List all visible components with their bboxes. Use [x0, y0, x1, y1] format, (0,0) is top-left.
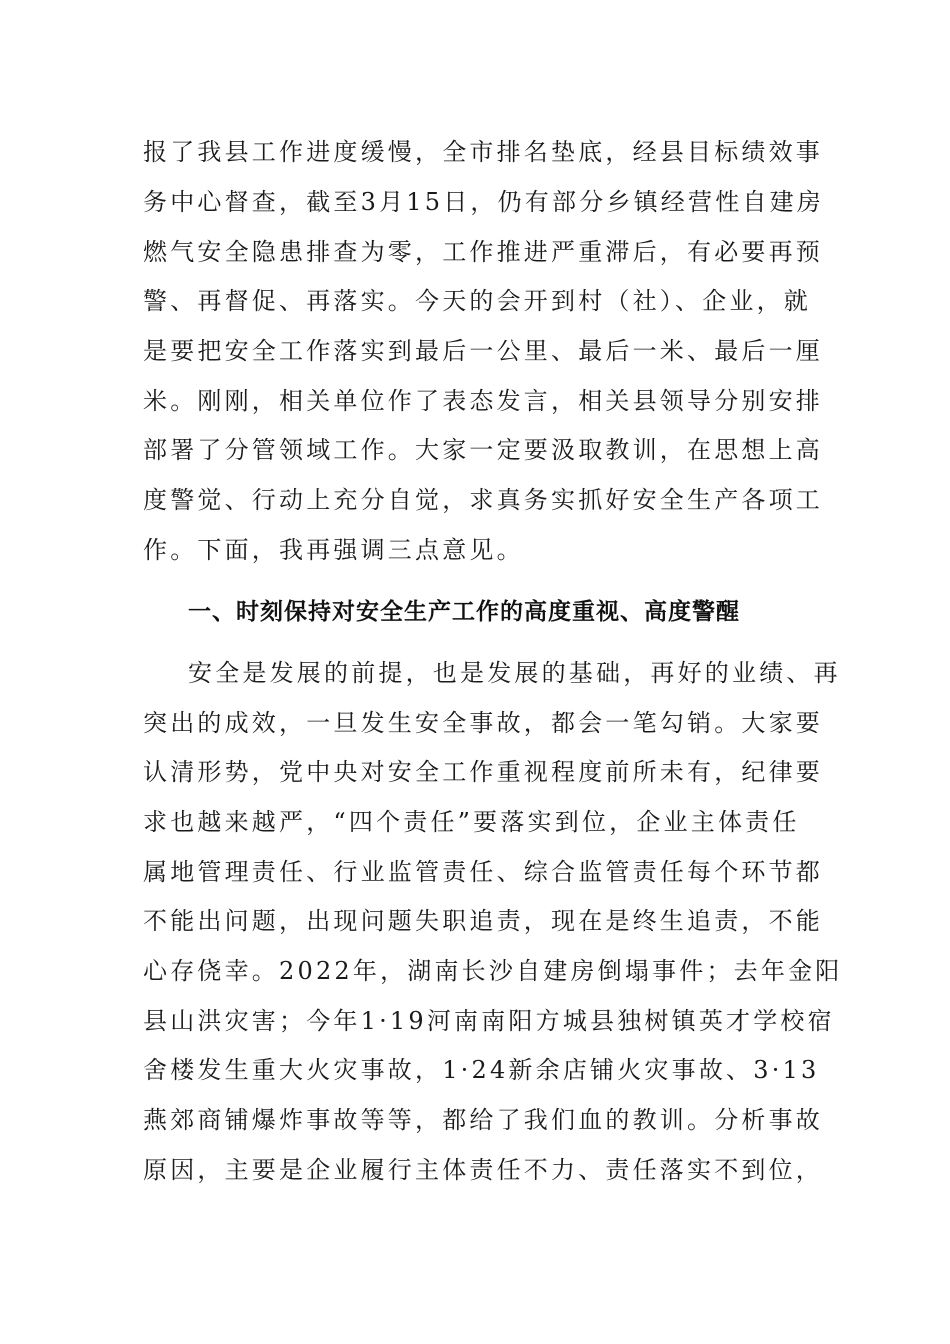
paragraph-1-line-2: 务中心督查，截至3月15日，仍有部分乡镇经营性自建房: [143, 188, 825, 216]
paragraph-1-line-5: 是要把安全工作落实到最后一公里、最后一米、最后一厘: [143, 337, 823, 365]
paragraph-1-line-6: 米。刚刚，相关单位作了表态发言，相关县领导分别安排: [143, 387, 823, 415]
paragraph-1-line-7: 部署了分管领域工作。大家一定要汲取教训，在思想上高: [143, 436, 823, 464]
paragraph-1-line-9: 作。下面，我再强调三点意见。: [143, 536, 524, 564]
paragraph-2-line-2: 突出的成效，一旦发生安全事故，都会一笔勾销。大家要: [143, 709, 823, 737]
paragraph-2-line-3: 认清形势，党中央对安全工作重视程度前所未有，纪律要: [143, 758, 823, 786]
paragraph-2-line-4: 求也越来越严，“四个责任”要落实到位，企业主体责任: [143, 808, 800, 836]
paragraph-2-line-9: 舍楼发生重大火灾事故，1·24新余店铺火灾事故、3·13: [143, 1056, 820, 1084]
paragraph-2-line-7: 心存侥幸。2022年，湖南长沙自建房倒塌事件；去年金阳: [143, 957, 843, 985]
paragraph-2-line-10: 燕郊商铺爆炸事故等等，都给了我们血的教训。分析事故: [143, 1106, 823, 1134]
paragraph-1-line-1: 报了我县工作进度缓慢，全市排名垫底，经县目标绩效事: [143, 138, 823, 166]
paragraph-2-line-8: 县山洪灾害；今年1·19河南南阳方城县独树镇英才学校宿: [143, 1007, 835, 1035]
paragraph-2-line-1: 安全是发展的前提，也是发展的基础，再好的业绩、再: [188, 659, 841, 687]
paragraph-2-line-5: 属地管理责任、行业监管责任、综合监管责任每个环节都: [143, 858, 823, 886]
paragraph-2-line-6: 不能出问题，出现问题失职追责，现在是终生追责，不能: [143, 907, 823, 935]
paragraph-1-line-8: 度警觉、行动上充分自觉，求真务实抓好安全生产各项工: [143, 486, 823, 514]
paragraph-1-line-3: 燃气安全隐患排查为零，工作推进严重滞后，有必要再预: [143, 238, 823, 266]
paragraph-1-line-4: 警、再督促、再落实。今天的会开到村（社）、企业，就: [143, 287, 811, 315]
section-heading: 一、时刻保持对安全生产工作的高度重视、高度警醒: [188, 599, 740, 625]
paragraph-2-line-11: 原因，主要是企业履行主体责任不力、责任落实不到位，: [143, 1156, 823, 1184]
